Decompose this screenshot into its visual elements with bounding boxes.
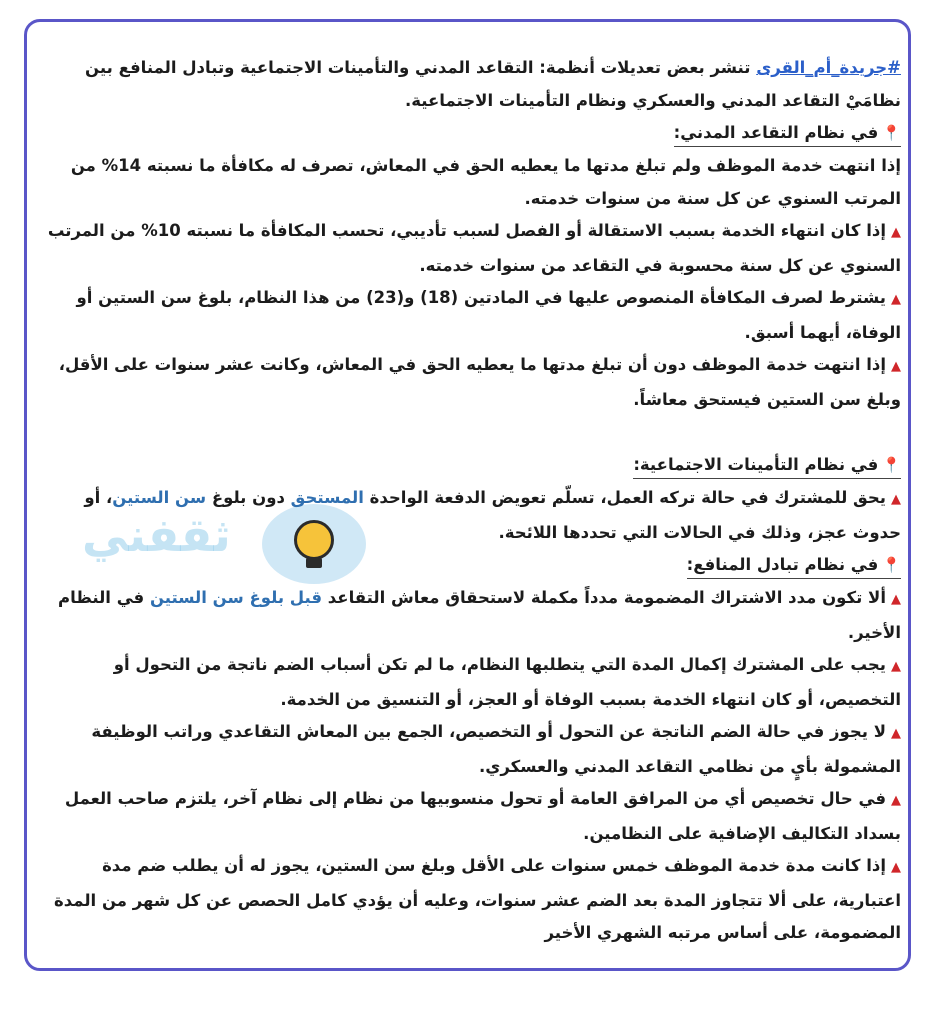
hashtag-link[interactable]: #جريدة_أم_القرى	[756, 58, 901, 77]
exchange-item-text: في حال تخصيص أي من المرافق العامة أو تحول منسوبيها من نظام إلى نظام آخر، يلتزم صاحب العمل بسداد التكاليف الإضافية على النظامين.	[64, 789, 901, 843]
intro-paragraph	[44, 52, 901, 117]
civil-item-text: يشترط لصرف المكافأة المنصوص عليها في المادتين (18) و(23) من هذا النظام، بلوغ سن الستين أو الوفاة، أيهما أسبق.	[76, 288, 901, 342]
section-heading-social	[633, 452, 901, 479]
social-item	[44, 482, 901, 549]
section-heading-civil	[674, 120, 901, 147]
article-body	[44, 52, 901, 950]
highlight-text: قبل بلوغ سن الستين	[149, 588, 323, 607]
pin-icon: 📍	[882, 124, 901, 142]
pin-icon: 📍	[882, 556, 901, 574]
red-triangle-icon: ▲	[891, 492, 901, 507]
social-item-text: ، أو حدوث عجز، وذلك في الحالات التي تحددها اللائحة.	[84, 488, 901, 542]
red-triangle-icon: ▲	[891, 359, 901, 374]
exchange-item-text: إذا كانت مدة خدمة الموظف خمس سنوات على الأقل وبلغ سن الستين، يجوز له أن يطلب ضم مدة اعتبارية، على ألا تتجاوز المدة بعد الضم عشر سنوات، وعليه أن يؤدي كامل الحصص عن كل شهر من المدة المضمومة، على أساس مرتبه الشهري الأخير	[54, 856, 901, 942]
civil-item-text: إذا انتهت خدمة الموظف دون أن تبلغ مدتها ما يعطيه الحق في المعاش، وكانت عشر سنوات على الأقل، وبلغ سن الستين فيستحق معاشاً.	[58, 355, 901, 409]
section-heading-civil-text: في نظام التقاعد المدني:	[673, 123, 879, 142]
exchange-item	[44, 649, 901, 716]
exchange-item-text: لا يجوز في حالة الضم الناتجة عن التحول أو التخصيص، الجمع بين المعاش التقاعدي وراتب الوظيفة المشمولة بأيٍ من نظامي التقاعد المدني والعسكري.	[91, 722, 901, 776]
red-triangle-icon: ▲	[891, 225, 901, 240]
civil-item	[44, 215, 901, 282]
red-triangle-icon: ▲	[891, 292, 901, 307]
red-triangle-icon: ▲	[891, 793, 901, 808]
exchange-item	[44, 716, 901, 783]
exchange-item	[44, 582, 901, 649]
watermark-text: ثقفني	[82, 508, 231, 562]
civil-item	[44, 282, 901, 349]
pin-icon: 📍	[882, 456, 901, 474]
civil-item	[44, 349, 901, 416]
highlight-text: سن الستين	[112, 488, 207, 507]
exchange-item-text: ألا تكون مدد الاشتراك المضمومة مدداً مكملة لاستحقاق معاش التقاعد	[322, 588, 886, 607]
social-item-text: يحق للمشترك في حالة تركه العمل، تسلّم تعويض الدفعة الواحدة	[363, 488, 886, 507]
social-item-text: دون بلوغ	[206, 488, 291, 507]
section-heading-social-text: في نظام التأمينات الاجتماعية:	[633, 455, 879, 474]
exchange-item	[44, 783, 901, 850]
spacer	[44, 416, 901, 449]
civil-item-text: إذا كان انتهاء الخدمة بسبب الاستقالة أو الفصل لسبب تأديبي، تحسب المكافأة ما نسبته 10% من المرتب السنوي عن كل سنة محسوبة في التقاعد من سنوات خدمته.	[47, 221, 901, 275]
exchange-item	[44, 850, 901, 950]
exchange-item-text: يجب على المشترك إكمال المدة التي يتطلبها النظام، ما لم تكن أسباب الضم ناتجة من التحول أو التخصيص، أو كان انتهاء الخدمة بسبب الوفاة أو العجز، أو التنسيق من الخدمة.	[113, 655, 901, 709]
red-triangle-icon: ▲	[891, 659, 901, 674]
intro-text: تنشر بعض تعديلات أنظمة: التقاعد المدني والتأمينات الاجتماعية وتبادل المنافع بين نظامَيْ التقاعد المدني والعسكري ونظام التأمينات الاجتماعية.	[85, 58, 901, 110]
civil-lead-paragraph: إذا انتهت خدمة الموظف ولم تبلغ مدتها ما يعطيه الحق في المعاش، تصرف له مكافأة ما نسبته 14% من المرتب السنوي عن كل سنة من سنوات خدمته.	[70, 156, 901, 208]
red-triangle-icon: ▲	[891, 860, 901, 875]
section-heading-exchange-text: في نظام تبادل المنافع:	[686, 555, 879, 574]
highlight-text: المستحق	[290, 488, 364, 507]
exchange-item-text: في النظام الأخير.	[58, 588, 901, 642]
red-triangle-icon: ▲	[891, 592, 901, 607]
section-heading-exchange	[687, 552, 901, 579]
red-triangle-icon: ▲	[891, 726, 901, 741]
